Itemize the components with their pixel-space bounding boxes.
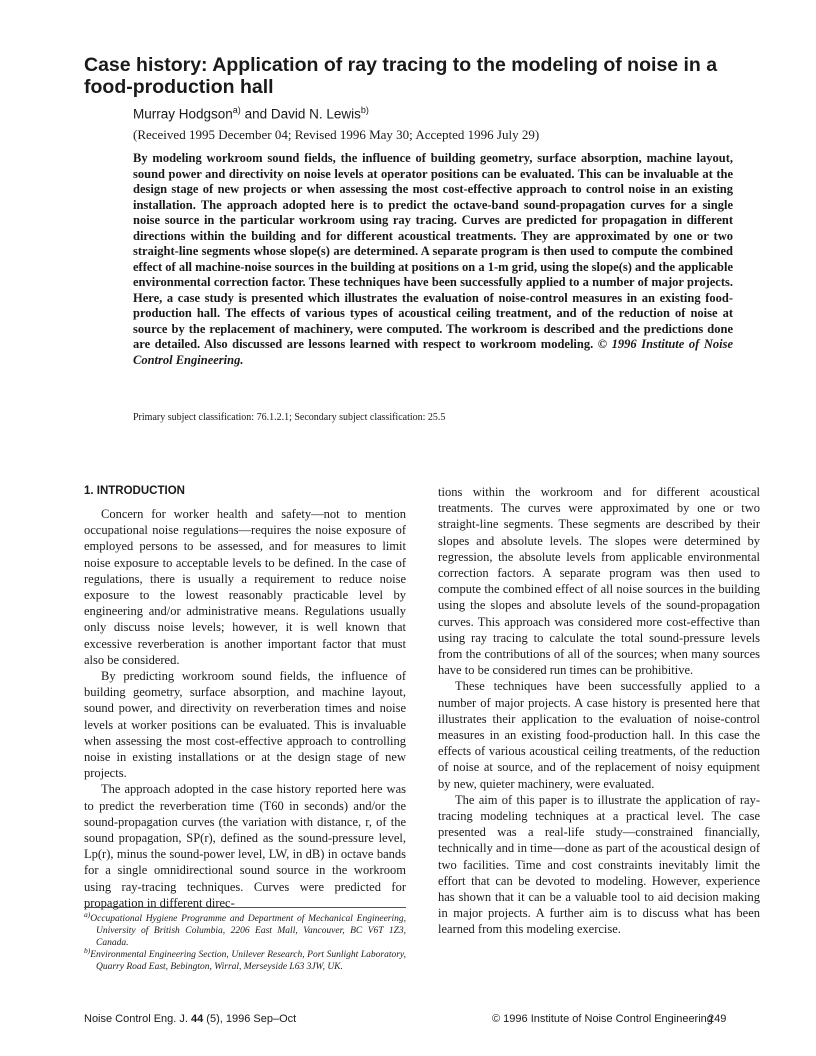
abstract-text: By modeling workroom sound fields, the influence of building geometry, surface absorption, machine layout, sound power and directivity on noise levels at operator positions can be evaluated. This can be invaluable at the design stage of new projects or when assessing the most cost-effective approach to control noise in an existing installation. The approach adopted here is to predict the octave-band sound-propagation curves for a single noise source in the particular workroom using ray tracing. Curves are predicted for propagation in different directions within the building and for different acoustical treatments. They are approximated by one or two straight-line segments whose slope(s) are determined. A separate program is then used to compute the combined effect of all machine-noise sources in the building at positions on a 1-m grid, using the slope(s) and the applicable environmental correction factor. These techniques have been successfully applied to a number of major projects. Here, a case study is presented which illustrates the evaluation of noise-control measures in an existing food-production hall. The effects of various types of acoustical ceiling treatment, and of the reduction of noise at source by the replacement of machinery, were computed. The workroom is described and the predictions done are detailed. Also discussed are lessons learned with respect to workroom modeling.	[133, 151, 733, 351]
author-affiliation-mark: b)	[360, 105, 369, 115]
body-paragraph: Concern for worker health and safety—not to mention occupational noise regulations—requires the noise exposure of employed persons to be assessed, and for measures to limit noise exposure to acceptable levels to be defined. In the case of regulations, there is usually a requirement to reduce noise exposure to the lowest reasonably practicable level by engineering and/or administrative means. Regulations usually only discuss noise levels; however, it is well known that excessive reverberation is another important factor that must also be considered.	[84, 507, 406, 667]
author-affiliation-mark: a)	[232, 105, 241, 115]
body-paragraph: By predicting workroom sound fields, the influence of building geometry, surface absorption, and machine layout, sound power, and directivity on reverberation times and noise levels at worker positions can be evaluated. This is invaluable when assessing the most cost-effective approach to controlling noise in existing installations or at the design stage of new projects.	[84, 669, 406, 781]
body-paragraph: tions within the workroom and for different acoustical treatments. The curves were approximated by one or two straight-line segments. These segments are described by their slopes and absolute levels. The slopes were determined by regression, the absolute levels from applicable environmental correction factors. A separate program was then used to compute the combined effect of all noise sources in the building using the slopes and absolute levels of the sound-propagation curves. This approach was considered more cost-effective than using ray tracing to calculate the total sound-pressure levels from the contributions of all of the sources; when many sources have to be considered run times can be prohibitive.	[438, 485, 760, 678]
abstract-copyright: © 1996 Institute of Noise Control Engineering.	[133, 337, 733, 367]
journal-name: Noise Control Eng. J.	[84, 1013, 191, 1025]
journal-issue: (5), 1996 Sep–Oct	[203, 1013, 297, 1025]
footnote-mark: a)	[84, 909, 91, 919]
subject-classification: Primary subject classification: 76.1.2.1; Secondary subject classification: 25.5	[133, 412, 446, 423]
footnote-text: Environmental Engineering Section, Unilever Research, Port Sunlight Laboratory, Quarry Road East, Bebington, Wirral, Merseyside L63 3JW, UK.	[90, 950, 406, 972]
journal-citation	[84, 1013, 296, 1025]
author-name: Murray Hodgson	[133, 106, 233, 122]
section-heading: 1. INTRODUCTION	[84, 485, 185, 497]
paper-title: Case history: Application of ray tracing to the modeling of noise in a food-production hall	[84, 54, 718, 98]
footnotes	[84, 907, 406, 973]
body-paragraph: These techniques have been successfully applied to a number of major projects. A case history is presented here that illustrates their application to the evaluation of noise-control measures in an existing food-production hall. In this case the effects of various acoustical ceiling treatments, of the reduction of noise at source, and of the replacement of noisy equipment by new, quieter machinery, were evaluated.	[438, 679, 760, 791]
body-paragraph: The aim of this paper is to illustrate the application of ray-tracing modeling techniques at a practical level. The case presented was a real-life study—constrained financially, technically and in time—done as part of the acoustical design of two facilities. Time and cost constraints inevitably limit the effort that can be devoted to modeling. However, experience has shown that it can be a valuable tool to aid decision making in major projects. A further aim is to discuss what has been learned from this modeling exercise.	[438, 792, 760, 937]
page-number: 249	[708, 1013, 727, 1025]
footnote	[84, 945, 406, 973]
abstract	[133, 151, 733, 368]
footnote-mark: b)	[84, 945, 91, 955]
left-column	[84, 484, 406, 911]
footnote-text: Occupational Hygiene Programme and Department of Mechanical Engineering, University of British Columbia, 2206 East Mall, Vancouver, BC V6T 1Z3, Canada.	[90, 914, 406, 948]
journal-volume: 44	[191, 1013, 204, 1025]
right-column	[438, 484, 760, 938]
footer-copyright: © 1996 Institute of Noise Control Engineering	[492, 1013, 713, 1025]
received-dates: (Received 1995 December 04; Revised 1996 May 30; Accepted 1996 July 29)	[133, 127, 540, 142]
author-name: David N. Lewis	[270, 106, 361, 122]
body-paragraph: The approach adopted in the case history reported here was to predict the reverberation time (T60 in seconds) and/or the sound-propagation curves (the variation with distance, r, of the sound propagation, SP(r), defined as the sound-pressure level, Lp(r), minus the sound-power level, LW, in dB) in octave bands for a single omnidirectional sound source in the workroom using ray-tracing techniques. Curves were predicted for propagation in different direc-	[84, 782, 406, 910]
footnote	[84, 909, 406, 949]
author-conjunction: and	[240, 106, 271, 122]
author-line	[133, 105, 369, 122]
